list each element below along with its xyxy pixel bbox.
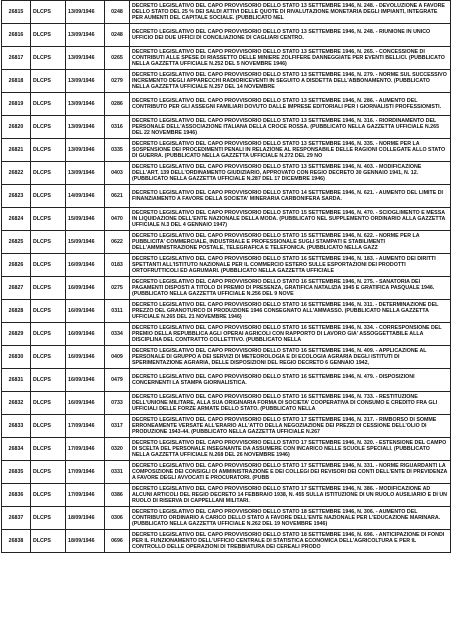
act-number-cell: 0409 <box>105 346 130 369</box>
table-row <box>2 461 451 484</box>
act-date-cell: 18/09/1946 <box>66 507 105 530</box>
act-type-cell: DLCPS <box>31 484 66 507</box>
act-number-cell: 0248 <box>105 24 130 47</box>
table-row <box>2 530 451 553</box>
act-description-text: DECRETO LEGISLATIVO DEL CAPO PROVVISORIO DELLO STATO 15 SETTEMBRE 1946, N. 622. - NORME PER LA PUBBLICITA' COMMERCIALE, INDUSTRIALE E PROFESSIONALE SUGLI STAMPATI E STABILIMENTI DELL'AMMINISTRAZIONE POSTALE, TELEGRAFICA E TELEFONICA. (PUBBLICATO NELLA GAZZ <box>132 232 420 252</box>
act-description-cell <box>130 93 451 116</box>
act-description-cell <box>130 507 451 530</box>
act-number-cell: 0403 <box>105 162 130 185</box>
act-description-cell <box>130 1 451 24</box>
act-description-text: DECRETO LEGISLATIVO DEL CAPO PROVVISORIO DELLO STATO 18 SETTEMBRE 1946, N. 306. - AUMENTO DEL CONTRIBUTO ORDINARIO A CARICO DELLO STATO A FAVORE DELL'ENTE NAZIONALE PER L'EDUCAZIONE MARINARA. (PUBBLICATO NELLA GAZZETTA UFFICIALE N.262 DEL 19 NOVEMBRE 1946) <box>132 508 441 528</box>
act-type-cell: DLCPS <box>31 24 66 47</box>
act-type-cell: DLCPS <box>31 438 66 461</box>
act-description-text: DECRETO LEGISLATIVO DEL CAPO PROVVISORIO DELLO STATO 13 SETTEMBRE 1946, N. 248. - DEVOLUZIONE A FAVORE DELLO STATO DEL 25 % DEI SALDI ATTIVI DELLE QUOTE DI RIVALUTAZIONE MONETARIA DEGLI IMPIANTI, INTEGRATE PER AUMENTI DEL CAPITALE SOCIALE. (PUBBLICATO NEL <box>132 2 445 22</box>
record-number-cell: 26826 <box>2 254 31 277</box>
record-number-cell: 26830 <box>2 346 31 369</box>
act-type-cell: DLCPS <box>31 162 66 185</box>
record-number-cell: 26837 <box>2 507 31 530</box>
act-date-cell: 13/09/1946 <box>66 162 105 185</box>
record-number-cell: 26835 <box>2 461 31 484</box>
act-date-cell: 16/09/1946 <box>66 346 105 369</box>
act-date-cell: 15/09/1946 <box>66 208 105 231</box>
act-description-text: DECRETO LEGISLATIVO DEL CAPO PROVVISORIO DELLO STATO 16 SETTEMBRE 1946, N. 409. - APPLICAZIONE AL PERSONALE DI GRUPPO A DEI SERVIZI DI METEOROLOGIA E DI ECOLOGIA AGRARIA DEGLI ISTITUTI DI SPERIMENTAZIONE AGRARIA, DELLE DISPOSIZIONI DEL REGIO DECRETO 6 GENNAIO 1942, <box>132 347 427 367</box>
act-date-cell: 17/09/1946 <box>66 484 105 507</box>
table-row <box>2 438 451 461</box>
act-type-cell: DLCPS <box>31 461 66 484</box>
act-type-cell: DLCPS <box>31 530 66 553</box>
act-number-cell: 0320 <box>105 438 130 461</box>
act-number-cell: 0248 <box>105 1 130 24</box>
record-number-cell: 26827 <box>2 277 31 300</box>
table-row <box>2 47 451 70</box>
act-description-text: DECRETO LEGISLATIVO DEL CAPO PROVVISORIO DELLO STATO 13 SETTEMBRE 1946, N. 248. - RIUNIONE IN UNICO UFFICIO DEI DUE UFFICI DI CONCILIAZIONE DI CAGLIARI CENTRO. <box>132 28 431 41</box>
act-number-cell: 0334 <box>105 323 130 346</box>
act-description-text: DECRETO LEGISLATIVO DEL CAPO PROVVISORIO DELLO STATO 13 SETTEMBRE 1946, N. 279. - NORME SUL SUCCESSIVO INCREMENTO DEGLI APPARECCHI RADIORICEVENTI IN SEGUITO A DISDETTA DELL'ABBONAMENTO. (PUBBLICATO NELLA GAZZETTA UFFICIALE N.257 DEL 14 NOVEMBRE <box>132 71 447 91</box>
act-type-cell: DLCPS <box>31 139 66 162</box>
table-row <box>2 185 451 208</box>
act-description-text: DECRETO LEGISLATIVO DEL CAPO PROVVISORIO DELLO STATO 18 SETTEMBRE 1946, N. 696. - ANTICIPAZIONE DI FONDI PER IL FUNZIONAMENTO DELL'UFFICIO CENTRALE DI STATISTICA ECONOMICA DELL'AGRICOLTURA E PER IL CONTROLLO DELLE OPERAZIONI DI TREBBIATURA DEI CEREALI PRODO <box>132 531 445 551</box>
act-type-cell: DLCPS <box>31 185 66 208</box>
record-number-cell: 26817 <box>2 47 31 70</box>
act-type-cell: DLCPS <box>31 254 66 277</box>
act-date-cell: 16/09/1946 <box>66 369 105 392</box>
table-row <box>2 231 451 254</box>
register-rows <box>2 1 451 553</box>
table-row <box>2 208 451 231</box>
table-row <box>2 162 451 185</box>
act-type-cell: DLCPS <box>31 208 66 231</box>
table-row <box>2 323 451 346</box>
act-number-cell: 0306 <box>105 507 130 530</box>
act-description-text: DECRETO LEGISLATIVO DEL CAPO PROVVISORIO DELLO STATO 13 SETTEMBRE 1946, N. 265. - CONCESSIONE DI CONTRIBUTI ALLE SPESE DI RIASSETTO DELLE MINIERE ZOLFIFERE DANNEGGIATE PER EVENTI BELLICI. (PUBBLICATO NELLA GAZZETTA UFFICIALE N.252 DEL 5 NOVEMBRE 1946) <box>132 48 445 68</box>
act-type-cell: DLCPS <box>31 47 66 70</box>
act-number-cell: 0331 <box>105 461 130 484</box>
act-type-cell: DLCPS <box>31 507 66 530</box>
table-row <box>2 392 451 415</box>
act-description-cell <box>130 254 451 277</box>
act-description-text: DECRETO LEGISLATIVO DEL CAPO PROVVISORIO DELLO STATO 16 SETTEMBRE 1946, N. 334. - CORRESPONSIONE DEL PREMIO DELLA REPUBBLICA AGLI OPERAI AGRICOLI CON RAPPORTO DI LAVORO GIA' ASSOGGETTABILE ALLA DISCIPLINA DEL CONTRATTO COLLETTIVO. (PUBBLICATO NELLA <box>132 324 442 344</box>
act-date-cell: 17/09/1946 <box>66 438 105 461</box>
record-number-cell: 26818 <box>2 70 31 93</box>
act-number-cell: 0335 <box>105 139 130 162</box>
act-description-cell <box>130 346 451 369</box>
record-number-cell: 26838 <box>2 530 31 553</box>
act-number-cell: 0479 <box>105 369 130 392</box>
table-row <box>2 484 451 507</box>
act-number-cell: 0265 <box>105 47 130 70</box>
act-number-cell: 0286 <box>105 93 130 116</box>
act-description-cell <box>130 47 451 70</box>
act-date-cell: 13/09/1946 <box>66 70 105 93</box>
record-number-cell: 26832 <box>2 392 31 415</box>
act-description-cell <box>130 438 451 461</box>
act-number-cell: 0621 <box>105 185 130 208</box>
record-number-cell: 26829 <box>2 323 31 346</box>
act-number-cell: 0279 <box>105 70 130 93</box>
table-row <box>2 116 451 139</box>
act-description-cell <box>130 484 451 507</box>
act-date-cell: 13/09/1946 <box>66 24 105 47</box>
act-number-cell: 0183 <box>105 254 130 277</box>
record-number-cell: 26833 <box>2 415 31 438</box>
record-number-cell: 26819 <box>2 93 31 116</box>
record-number-cell: 26815 <box>2 1 31 24</box>
act-description-cell <box>130 415 451 438</box>
act-description-text: DECRETO LEGISLATIVO DEL CAPO PROVVISORIO DELLO STATO 16 SETTEMBRE 1946, N. 275. - SANATORIA DEI PAGAMENTI DISPOSTI A TITOLO DI PREMIO DI PRESENZA, GRATIFICA NATALIZIA 1945 E GRATIFICA PASQUALE 1946. (PUBBLICATO NELLA GAZZETTA UFFICIALE N.256 DEL 9 NOVE <box>132 278 435 298</box>
table-row <box>2 415 451 438</box>
act-description-text: DECRETO LEGISLATIVO DEL CAPO PROVVISORIO DELLO STATO 17 SETTEMBRE 1946, N. 320. - ESTENSIONE DEL CAMPO DI SCELTA DEL PERSONALE INSEGNANTE DA ASSUMERE CON INCARICO NELLE SCUOLE SPECIALI. (PUBBLICATO NELLA GAZZETTA UFFICIALE N.268 DEL 26 NOVEMBRE 1946) <box>132 439 447 459</box>
table-row <box>2 1 451 24</box>
act-description-cell <box>130 231 451 254</box>
act-date-cell: 13/09/1946 <box>66 93 105 116</box>
act-number-cell: 0470 <box>105 208 130 231</box>
act-number-cell: 0275 <box>105 277 130 300</box>
act-description-text: DECRETO LEGISLATIVO DEL CAPO PROVVISORIO DELLO STATO 13 SETTEMBRE 1946, N. 286. - AUMENTO DEL CONTRIBUTO PER GLI ASSEGNI FAMILIARI DOVUTO DALLE IMPRESE EDITORIALI PER I GIORNALISTI PROFESSIONISTI. <box>132 97 442 110</box>
act-type-cell: DLCPS <box>31 392 66 415</box>
act-date-cell: 16/09/1946 <box>66 300 105 323</box>
act-description-cell <box>130 116 451 139</box>
act-description-text: DECRETO LEGISLATIVO DEL CAPO PROVVISORIO DELLO STATO 17 SETTEMBRE 1946, N. 317. - RIMBORSO DI SOMME ERRONEAMENTE VERSATE ALL'ERARIO ALL'ATTO DELLA NEGOZIAZIONE DEI PREZZI DI CESSIONE DELL'OLIO DI PRODUZIONE 1943-44. (PUBBLICATO NELLA GAZZETTA UFFICIALE N.267 <box>132 416 437 436</box>
table-row <box>2 24 451 47</box>
act-type-cell: DLCPS <box>31 346 66 369</box>
act-type-cell: DLCPS <box>31 277 66 300</box>
act-description-cell <box>130 300 451 323</box>
act-date-cell: 13/09/1946 <box>66 1 105 24</box>
record-number-cell: 26825 <box>2 231 31 254</box>
act-number-cell: 0622 <box>105 231 130 254</box>
act-description-text: DECRETO LEGISLATIVO DEL CAPO PROVVISORIO DELLO STATO 13 SETTEMBRE 1946, N. 403. - MODIFICAZIONE DELL'ART. 139 DELL'ORDINAMENTO GIUDIZIARIO, APPROVATO CON REGIO DECRETO 30 GENNAIO 1941, N. 12. (PUBBLICATO NELLA GAZZETTA UFFICIALE N.287 DEL 17 DICEMBRE 1946) <box>132 163 422 183</box>
record-number-cell: 26820 <box>2 116 31 139</box>
act-description-cell <box>130 162 451 185</box>
record-number-cell: 26821 <box>2 139 31 162</box>
act-date-cell: 15/09/1946 <box>66 231 105 254</box>
act-date-cell: 16/09/1946 <box>66 277 105 300</box>
act-number-cell: 0317 <box>105 415 130 438</box>
table-row <box>2 254 451 277</box>
record-number-cell: 26824 <box>2 208 31 231</box>
act-date-cell: 18/09/1946 <box>66 530 105 553</box>
act-description-text: DECRETO LEGISLATIVO DEL CAPO PROVVISORIO DELLO STATO 17 SETTEMBRE 1946, N. 331. - NORME RIGUARDANTI LA COMPOSIZIONE DEI CONSIGLI DI AMMINISTRAZIONE E DEI COLLEGI DEI REVISORI DEI CONTI DELL'ENTE DI PREVIDENZA A FAVORE DEGLI AVVOCATI E PROCURATORI. (PUBB <box>132 462 448 482</box>
table-row <box>2 277 451 300</box>
act-description-text: DECRETO LEGISLATIVO DEL CAPO PROVVISORIO DELLO STATO 15 SETTEMBRE 1946, N. 470. - SCIOGLIMENTO E MESSA IN LIQUIDAZIONE DELL'ENTE NAZIONALE DELLA MODA. (PUBBLICATO NEL SUPPLEMENTO ORDINARIO ALLA GAZZETTA UFFICIALE N.3 DEL 4 GENNAIO 1947) <box>132 209 446 229</box>
act-description-cell <box>130 323 451 346</box>
record-number-cell: 26816 <box>2 24 31 47</box>
record-number-cell: 26828 <box>2 300 31 323</box>
act-description-cell <box>130 139 451 162</box>
act-date-cell: 13/09/1946 <box>66 139 105 162</box>
act-description-text: DECRETO LEGISLATIVO DEL CAPO PROVVISORIO DELLO STATO 16 SETTEMBRE 1946, N. 733. - RESTITUZIONE DELL'UNIONE MILITARE, ALLA SUA ORIGINARIA FORMA DI SOCIETA' COOPERATIVA DI CONSUMO E CREDITO FRA GLI UFFICIALI DELLE FORZE ARMATE DELLO STATO. (PUBBLICATO NELLA <box>132 393 438 413</box>
act-number-cell: 0311 <box>105 300 130 323</box>
act-description-cell <box>130 185 451 208</box>
record-number-cell: 26834 <box>2 438 31 461</box>
act-description-text: DECRETO LEGISLATIVO DEL CAPO PROVVISORIO DELLO STATO 13 SETTEMBRE 1946, N. 316. - RIORDINAMENTO DEL PERSONALE DELL'ASSOCIAZIONE ITALIANA DELLA CROCE ROSSA. (PUBBLICATO NELLA GAZZETTA UFFICIALE N.265 DEL 22 NOVEMBRE 1946) <box>132 117 440 137</box>
table-row <box>2 507 451 530</box>
record-number-cell: 26831 <box>2 369 31 392</box>
act-description-text: DECRETO LEGISLATIVO DEL CAPO PROVVISORIO DELLO STATO 17 SETTEMBRE 1946, N. 386. - MODIFICAZIONE AD ALCUNI ARTICOLI DEL REGIO DECRETO 14 FEBBRAIO 1938, N. 455 SULLA ISTITUZIONE DI UN RUOLO AUSILIARIO E DI UN RUOLO DI RISERVA DI CAPPELLANI MILITARI. <box>132 485 448 505</box>
act-description-cell <box>130 70 451 93</box>
table-row <box>2 369 451 392</box>
act-description-cell <box>130 392 451 415</box>
table-row <box>2 346 451 369</box>
act-type-cell: DLCPS <box>31 70 66 93</box>
table-row <box>2 300 451 323</box>
act-description-cell <box>130 208 451 231</box>
act-type-cell: DLCPS <box>31 300 66 323</box>
act-date-cell: 16/09/1946 <box>66 254 105 277</box>
act-number-cell: 0316 <box>105 116 130 139</box>
act-description-cell <box>130 461 451 484</box>
table-row <box>2 70 451 93</box>
act-description-cell <box>130 277 451 300</box>
decree-register-table <box>1 0 451 553</box>
act-type-cell: DLCPS <box>31 231 66 254</box>
record-number-cell: 26823 <box>2 185 31 208</box>
act-type-cell: DLCPS <box>31 415 66 438</box>
act-description-cell <box>130 24 451 47</box>
act-description-cell <box>130 530 451 553</box>
table-row <box>2 139 451 162</box>
act-date-cell: 13/09/1946 <box>66 116 105 139</box>
act-type-cell: DLCPS <box>31 369 66 392</box>
act-type-cell: DLCPS <box>31 93 66 116</box>
act-type-cell: DLCPS <box>31 323 66 346</box>
table-row <box>2 93 451 116</box>
act-description-text: DECRETO LEGISLATIVO DEL CAPO PROVVISORIO DELLO STATO 16 SETTEMBRE 1946, N. 183. - AUMENTO DEI DIRITTI SPETTANTI ALL'ISTITUTO NAZIONALE PER IL COMMERCIO ESTERO SULLE ESPORTAZIONI DEI PRODOTTI ORTOFRUTTICOLI ED AGRUMARI. (PUBBLICATO NELLA GAZZETTA UFFICIALE <box>132 255 436 275</box>
act-type-cell: DLCPS <box>31 116 66 139</box>
act-date-cell: 17/09/1946 <box>66 461 105 484</box>
act-description-text: DECRETO LEGISLATIVO DEL CAPO PROVVISORIO DELLO STATO 16 SETTEMBRE 1946, N. 311. - DETERMINAZIONE DEL PREZZO DEL GRANOTURCO DI PRODUZIONE 1946 CONSEGNATO ALL'AMMASSO. (PUBBLICATO NELLA GAZZETTA UFFICIALE N.265 DEL 21 NOVEMBRE 1946) <box>132 301 439 321</box>
act-date-cell: 14/09/1946 <box>66 185 105 208</box>
act-number-cell: 0733 <box>105 392 130 415</box>
act-description-text: DECRETO LEGISLATIVO DEL CAPO PROVVISORIO DELLO STATO 16 SETTEMBRE 1946, N. 479. - DISPOSIZIONI CONCERNENTI LA STAMPA GIORNALISTICA. <box>132 373 415 386</box>
act-date-cell: 13/09/1946 <box>66 47 105 70</box>
record-number-cell: 26822 <box>2 162 31 185</box>
act-number-cell: 0386 <box>105 484 130 507</box>
act-date-cell: 17/09/1946 <box>66 415 105 438</box>
act-date-cell: 16/09/1946 <box>66 392 105 415</box>
act-description-cell <box>130 369 451 392</box>
act-description-text: DECRETO LEGISLATIVO DEL CAPO PROVVISORIO DELLO STATO 14 SETTEMBRE 1946, N. 621. - AUMENTO DEL LIMITE DI FINANZIAMENTO A FAVORE DELLA SOCIETA' MINERARIA CARBONIFERA SARDA. <box>132 189 443 202</box>
record-number-cell: 26836 <box>2 484 31 507</box>
act-description-text: DECRETO LEGISLATIVO DEL CAPO PROVVISORIO DELLO STATO 13 SETTEMBRE 1946, N. 335. - NORME PER LA SOSPENSIONE DEI PROCEDIMENTI PENALI IN RELAZIONE AL RESPONSABILE DELLE RAGIONI COLLEGATE ALLO STATO DI GUERRA. (PUBBLICATO NELLA GAZZETTA UFFICIALE N.272 DEL 29 NO <box>132 140 446 160</box>
act-type-cell: DLCPS <box>31 1 66 24</box>
act-date-cell: 16/09/1946 <box>66 323 105 346</box>
act-number-cell: 0696 <box>105 530 130 553</box>
